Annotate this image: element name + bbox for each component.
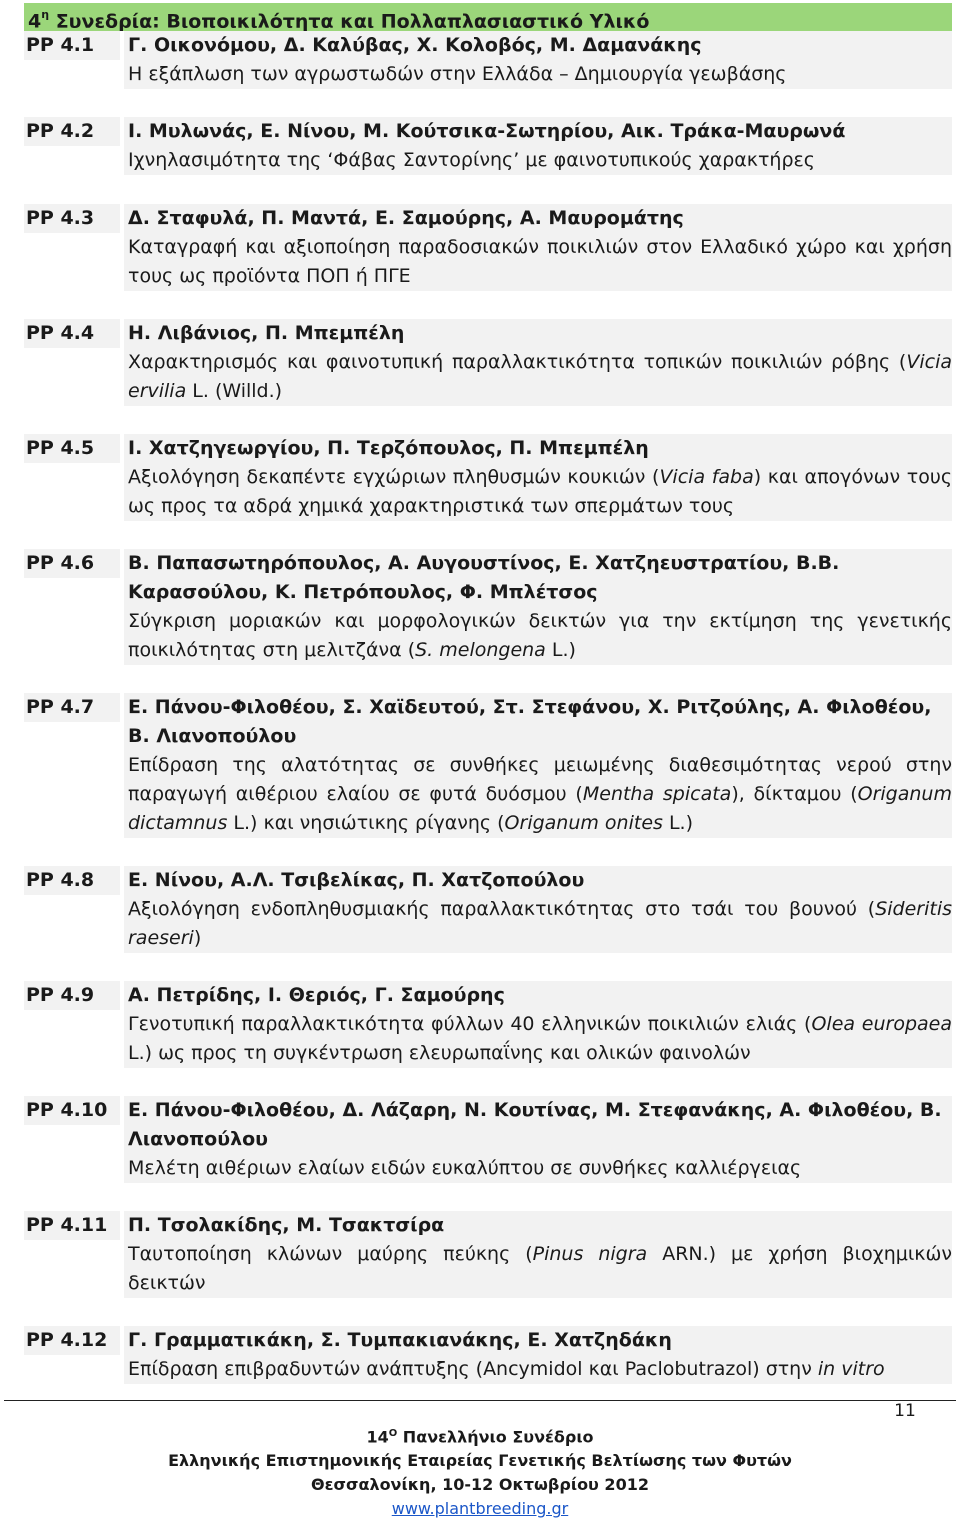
poster-content: [124, 31, 952, 89]
poster-content: [124, 1326, 952, 1384]
footer-line-date: Θεσσαλονίκη, 10-12 Οκτωβρίου 2012: [311, 1475, 649, 1495]
poster-content: [124, 117, 952, 175]
poster-title-segment: ): [193, 927, 202, 949]
poster-title-segment: L.) και νησιώτικης ρίγανης (: [227, 812, 505, 834]
poster-authors: Γ. Γραμματικάκη, Σ. Τυμπακιανάκης, Ε. Χατζηδάκη: [124, 1326, 952, 1355]
session-number: 4: [28, 10, 42, 31]
footer-rule: [4, 1400, 956, 1401]
session-ordinal: η: [41, 8, 50, 21]
poster-code: PP 4.3: [24, 204, 120, 233]
poster-title-segment: S. melongena: [415, 639, 546, 661]
poster-title: [124, 895, 952, 953]
poster-content: [124, 549, 952, 665]
poster-content: [124, 981, 952, 1068]
poster-title-segment: L. (Willd.): [186, 380, 283, 402]
poster-title-segment: Vicia faba: [659, 466, 754, 488]
poster-code: PP 4.11: [24, 1211, 120, 1240]
poster-content: [124, 319, 952, 406]
poster-code: PP 4.5: [24, 434, 120, 463]
poster-authors: Ι. Χατζηγεωργίου, Π. Τερζόπουλος, Π. Μπεμπέλη: [124, 434, 952, 463]
poster-title-segment: Mentha spicata: [582, 783, 732, 805]
poster-code: PP 4.6: [24, 549, 120, 578]
footer-line-society: Ελληνικής Επιστημονικής Εταιρείας Γενετικής Βελτίωσης των Φυτών: [168, 1451, 792, 1471]
poster-title: Η εξάπλωση των αγρωστωδών στην Ελλάδα – Δημιουργία γεωβάσης: [124, 60, 952, 89]
poster-title-segment: Origanum dictamnus: [128, 783, 952, 834]
poster-title-segment: Αξιολόγηση ενδοπληθυσμιακής παραλλακτικότητας στο τσάι του βουνού (: [128, 898, 876, 920]
poster-title-segment: Olea europaea: [811, 1013, 952, 1035]
poster-title: [124, 607, 952, 665]
poster-title-segment: Επίδραση επιβραδυντών ανάπτυξης (Ancymidol και Paclobutrazol) στην: [128, 1358, 818, 1380]
poster-code: PP 4.2: [24, 117, 120, 146]
poster-title-segment: Ταυτοποίηση κλώνων μαύρης πεύκης (: [128, 1243, 533, 1265]
poster-authors: Ε. Πάνου-Φιλοθέου, Δ. Λάζαρη, Ν. Κουτίνας, Μ. Στεφανάκης, Α. Φιλοθέου, Β. Λιανοπούλου: [124, 1096, 952, 1154]
poster-title: Καταγραφή και αξιοποίηση παραδοσιακών ποικιλιών στον Ελλαδικό χώρο και χρήση τους ως προϊόντα ΠΟΠ ή ΠΓΕ: [124, 233, 952, 291]
poster-title-segment: L.) ως προς τη συγκέντρωση ελευρωπαΐνης και ολικών φαινολών: [128, 1042, 751, 1064]
footer: [0, 1422, 960, 1521]
session-title: Συνεδρία: Βιοποικιλότητα και Πολλαπλασιαστικό Υλικό: [55, 10, 650, 31]
poster-title-segment: Origanum onites: [504, 812, 663, 834]
poster-title-segment: Γενοτυπική παραλλακτικότητα φύλλων 40 ελληνικών ποικιλιών ελιάς (: [128, 1013, 812, 1035]
poster-title-segment: ) και απογόνων τους ως προς τα αδρά χημικά χαρακτηριστικά των σπερμάτων τους: [128, 466, 952, 517]
poster-title-segment: L.): [662, 812, 693, 834]
poster-content: [124, 1211, 952, 1298]
poster-authors: Ε. Νίνου, Α.Λ. Τσιβελίκας, Π. Χατζοπούλου: [124, 866, 952, 895]
poster-content: [124, 204, 952, 291]
poster-content: [124, 434, 952, 521]
poster-title: [124, 1355, 952, 1384]
poster-title-segment: Vicia ervilia: [128, 351, 952, 402]
poster-title-segment: Σύγκριση μοριακών και μορφολογικών δεικτών για την εκτίμηση της γενετικής ποικιλότητας στη μελιτζάνα (: [128, 610, 952, 661]
poster-title-segment: Χαρακτηρισμός και φαινοτυπική παραλλακτικότητα τοπικών ποικιλιών ρόβης (: [128, 351, 907, 373]
poster-authors: Η. Λιβάνιος, Π. Μπεμπέλη: [124, 319, 952, 348]
poster-authors: Α. Πετρίδης, Ι. Θεριός, Γ. Σαμούρης: [124, 981, 952, 1010]
poster-code: PP 4.1: [24, 31, 120, 60]
page-number: 11: [894, 1401, 916, 1421]
poster-title-segment: Pinus nigra: [532, 1243, 648, 1265]
poster-title: Ιχνηλασιμότητα της ‘Φάβας Σαντορίνης’ με φαινοτυπικούς χαρακτήρες: [124, 146, 952, 175]
footer-website-link[interactable]: www.plantbreeding.gr: [391, 1499, 569, 1519]
poster-code: PP 4.7: [24, 693, 120, 722]
poster-authors: Π. Τσολακίδης, Μ. Τσακτσίρα: [124, 1211, 952, 1240]
poster-authors: Ε. Πάνου-Φιλοθέου, Σ. Χαϊδευτού, Στ. Στεφάνου, Χ. Ριτζούλης, Α. Φιλοθέου, Β. Λιανοπούλου: [124, 693, 952, 751]
poster-content: [124, 693, 952, 838]
footer-line-conference: $14^O$ Πανελλήνιο Συνέδριο: [366, 1427, 594, 1447]
poster-title: Μελέτη αιθέριων ελαίων ειδών ευκαλύπτου σε συνθήκες καλλιέργειας: [124, 1154, 952, 1183]
poster-title: [124, 463, 952, 521]
poster-content: [124, 866, 952, 953]
poster-authors: Γ. Οικονόμου, Δ. Καλύβας, Χ. Κολοβός, Μ. Δαμανάκης: [124, 31, 952, 60]
poster-title-segment: Sideritis raeseri: [128, 898, 952, 949]
poster-title-segment: Επίδραση της αλατότητας σε συνθήκες μειωμένης διαθεσιμότητας νερού στην παραγωγή αιθέριου ελαίου σε φυτά δυόσμου (: [128, 754, 952, 805]
poster-title-segment: Αξιολόγηση δεκαπέντε εγχώριων πληθυσμών κουκιών (: [128, 466, 660, 488]
poster-title-segment: in vitro: [817, 1358, 885, 1380]
poster-title-segment: L.): [545, 639, 576, 661]
poster-authors: Ι. Μυλωνάς, Ε. Νίνου, Μ. Κούτσικα-Σωτηρίου, Αικ. Τράκα-Μαυρωνά: [124, 117, 952, 146]
poster-title: [124, 348, 952, 406]
poster-title-segment: ARN.) με χρήση βιοχημικών δεικτών: [128, 1243, 952, 1294]
poster-content: [124, 1096, 952, 1183]
session-header: [24, 3, 952, 31]
poster-code: PP 4.12: [24, 1326, 120, 1355]
poster-code: PP 4.10: [24, 1096, 120, 1125]
poster-code: PP 4.4: [24, 319, 120, 348]
poster-authors: Δ. Σταφυλά, Π. Μαντά, Ε. Σαμούρης, Α. Μαυρομάτης: [124, 204, 952, 233]
poster-code: PP 4.8: [24, 866, 120, 895]
poster-title: [124, 751, 952, 838]
poster-title-segment: ), δίκταμου (: [731, 783, 858, 805]
poster-title: [124, 1240, 952, 1298]
poster-title: [124, 1010, 952, 1068]
poster-code: PP 4.9: [24, 981, 120, 1010]
poster-authors: Β. Παπασωτηρόπουλος, Α. Αυγουστίνος, Ε. Χατζηευστρατίου, Β.Β. Καρασούλου, Κ. Πετρόπουλος, Φ. Μπλέτσος: [124, 549, 952, 607]
